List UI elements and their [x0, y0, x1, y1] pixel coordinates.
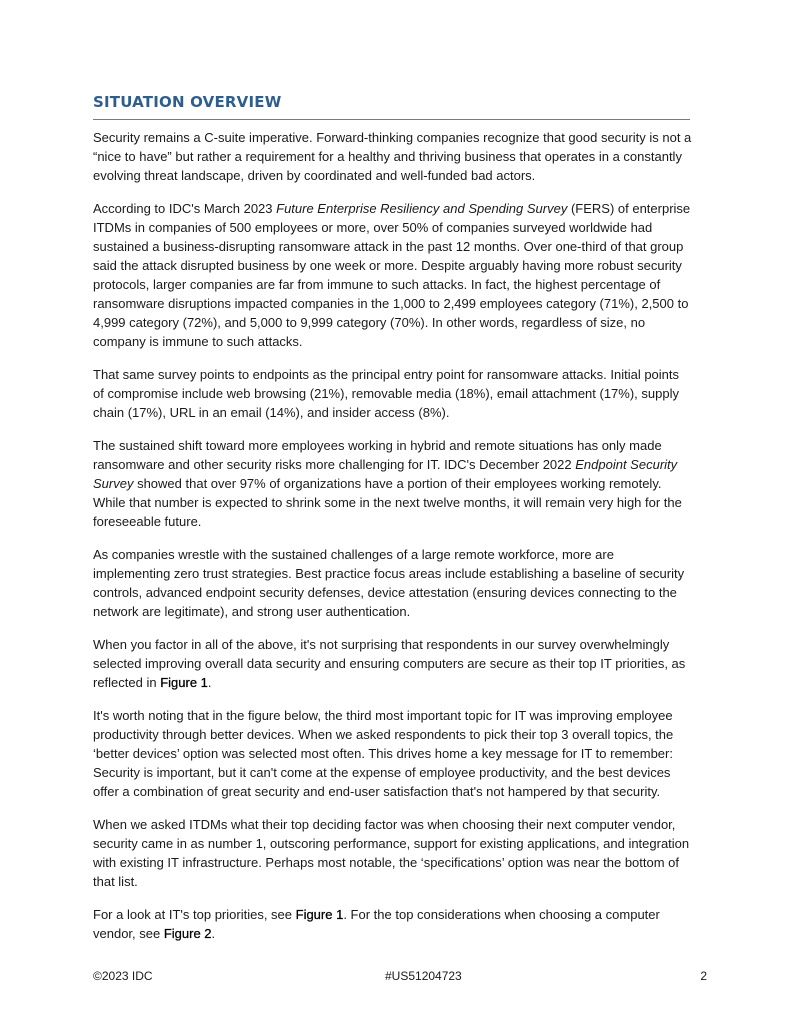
text-run: (FERS) of enterprise ITDMs in companies of 500 employees or more, over 50% of companies surveyed worldwide had sustained a business-disrupting ransomware attack in the past 12 months. Over one-third of that group said the attack disrupted business by one week or more. Despite arguably having more robust security protocols, larger companies are far from immune to such attacks. In fact, the highest percentage of ransomware disruptions impacted companies in the 1,000 to 2,499 employees category (71%), 2,500 to 4,999 category (72%), and 5,000 to 9,999 category (70%). In other words, regardless of size, no company is immune to such attacks.	[93, 201, 691, 349]
text-run: .	[211, 926, 216, 941]
paragraph-security-imperative: Security remains a C-suite imperative. Forward-thinking companies recognize that good security is not a “nice to have” but rather a requirement for a healthy and thriving business that operates in a constantly evolving threat landscape, driven by coordinated and well-funded bad actors.	[93, 130, 692, 183]
text-run: According to IDC's March 2023	[93, 201, 277, 216]
figure-1-reference[interactable]: Figure 1	[295, 907, 344, 922]
paragraph-employee-productivity: It's worth noting that in the figure below, the third most important topic for IT was improving employee productivity through better devices. When we asked respondents to pick their top 3 overall topics, the ‘better devices’ option was selected most often. This drives home a key message for IT to remember: Security is important, but it can't come at the expense of employee productivity, and the best devices offer a combination of great security and end-user satisfaction that's not hampered by that security.	[93, 708, 674, 799]
paragraph-zero-trust: As companies wrestle with the sustained challenges of a large remote workforce, more are implementing zero trust strategies. Best practice focus areas include establishing a baseline of security controls, advanced endpoint security defenses, device attestation (ensuring devices connecting to the network are legitimate), and strong user authentication.	[93, 547, 685, 619]
section-heading: SITUATION OVERVIEW	[93, 93, 690, 120]
paragraph-remote-work	[93, 436, 693, 531]
paragraph-entry-points: That same survey points to endpoints as the principal entry point for ransomware attacks. Initial points of compromise include web browsing (21%), removable media (18%), email attachment (17%), supply chain (17%), URL in an email (14%), and insider access (8%).	[93, 367, 680, 420]
text-run: The sustained shift toward more employees working in hybrid and remote situations has only made ransomware and other security risks more challenging for IT. IDC's December 2022	[93, 438, 662, 472]
body-text	[93, 128, 693, 957]
text-run: For a look at IT's top priorities, see	[93, 907, 296, 922]
copyright-notice: ©2023 IDC	[93, 969, 153, 983]
survey-title: Endpoint Security Survey	[93, 457, 678, 491]
page-footer	[93, 969, 707, 987]
paragraph-vendor-choice: When we asked ITDMs what their top deciding factor was when choosing their next computer vendor, security came in as number 1, outscoring performance, support for existing applications, and integration with existing IT infrastructure. Perhaps most notable, the ‘specifications’ option was near the bottom of that list.	[93, 817, 690, 889]
figure-2-reference[interactable]: Figure 2	[163, 926, 212, 941]
paragraph-figure-pointers	[93, 905, 693, 943]
document-id: #US51204723	[385, 969, 462, 983]
survey-title: Future Enterprise Resiliency and Spending Survey	[276, 201, 568, 216]
page-number: 2	[700, 969, 707, 983]
figure-1-reference[interactable]: Figure 1	[160, 675, 208, 690]
paragraph-top-priorities	[93, 635, 693, 692]
text-run: . For the top considerations when choosing a computer vendor, see	[93, 907, 660, 941]
paragraph-fers-survey	[93, 199, 693, 351]
text-run: showed that over 97% of organizations have a portion of their employees working remotely. While that number is expected to shrink some in the next twelve months, it will remain very high for the foreseeable future.	[93, 476, 682, 529]
text-run: .	[207, 675, 212, 690]
text-run: When you factor in all of the above, it's not surprising that respondents in our survey overwhelmingly selected improving overall data security and ensuring computers are secure as their top IT priorities, as reflected in	[93, 637, 686, 690]
